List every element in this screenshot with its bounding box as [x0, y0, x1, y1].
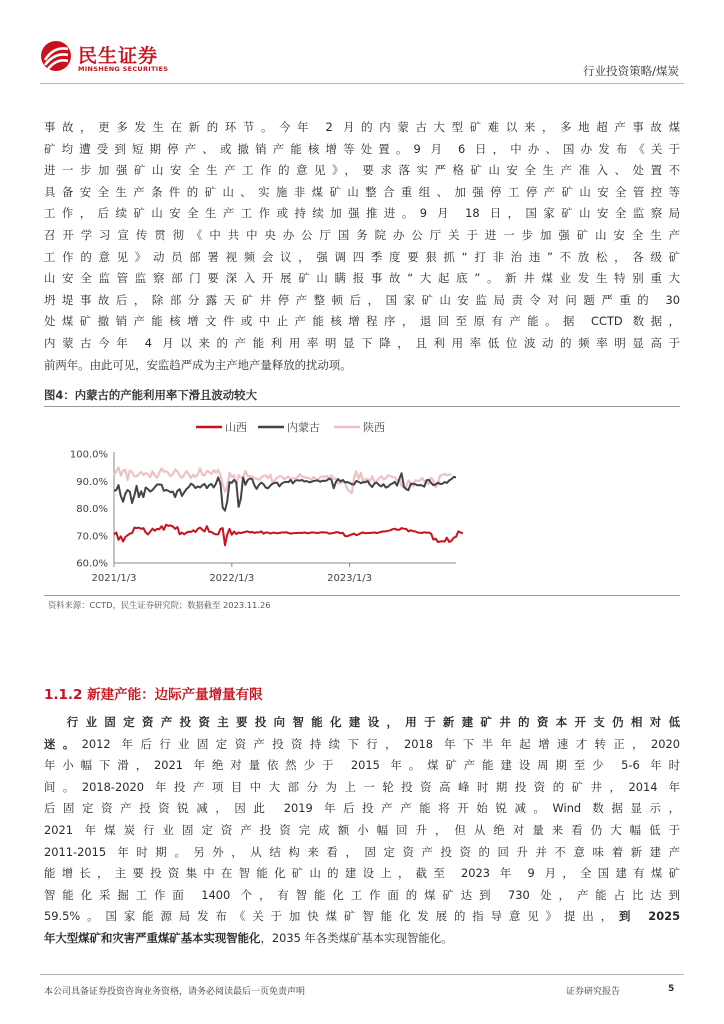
- y-tick-label: 100.0%: [69, 449, 108, 461]
- y-tick-label: 70.0%: [76, 531, 108, 543]
- bold-text-run: 行业固定资产投资主要投向智能化建设，用于新建矿井的资本开支仍相对低: [66, 715, 680, 729]
- text-run: 2011-2015 年时期。另外，从结构来看，固定资产投资的回升并不意味着新建产: [44, 844, 680, 859]
- footer-report-type: 证券研究报告: [566, 987, 621, 997]
- text-run: 59.5%。国家能源局发布《关于加快煤矿智能化发展的指导意见》提出，: [44, 909, 620, 924]
- paragraph-line: [44, 820, 680, 842]
- y-tick-label: 80.0%: [76, 504, 108, 515]
- paragraph-line: [44, 906, 680, 928]
- text-run: 能增长，主要投资集中在智能化矿山的建设上，截至 2023 年 9 月，全国建有煤矿: [44, 866, 680, 881]
- figure-bottom-divider: [44, 595, 680, 596]
- paragraph-line: [44, 734, 680, 756]
- paragraph-line: 山安全监管监察部门要深入开展矿山瞒报事故“大起底”。新井煤业发生特别重大: [44, 271, 680, 286]
- text-run: 智能化采掘工作面 1400 个，有智能化工作面的煤矿达到 730 处，产能占比达到: [44, 887, 680, 902]
- paragraph-line: [44, 842, 680, 864]
- paragraph-line: 坍堤事故后，除部分露天矿井停产整顿后，国家矿山安监局责令对问题严重的 30: [44, 292, 680, 307]
- legend-label: 陕西: [363, 421, 385, 434]
- bold-text-run: 到 2025: [619, 909, 681, 924]
- logo-text-cn: 民生证券: [78, 45, 159, 67]
- figure-title: 图4：内蒙古的产能利用率下滑且波动较大: [44, 388, 257, 402]
- figure-source: 资料来源：CCTD，民生证券研究院；数据截至 2023.11.26: [48, 600, 271, 610]
- paragraph-line: [44, 712, 680, 734]
- legend-label: 内蒙古: [287, 421, 320, 434]
- minsheng-logo-icon: [40, 40, 72, 72]
- series-line-shanxi: [114, 525, 463, 546]
- section-heading: 1.1.2 新建产能：边际产量增量有限: [44, 687, 263, 703]
- paragraph-line: 工作的意见》动员部署视频会议，强调四季度要狠抓“打非治违”不放松，各级矿: [44, 249, 680, 264]
- paragraph-line: [44, 863, 680, 885]
- header-divider: [40, 83, 684, 84]
- text-run: ，2035 年各类煤矿基本实现智能化。: [260, 930, 453, 945]
- figure-title-divider: [44, 406, 680, 407]
- text-run: 2021 年煤炭行业固定资产投资完成额小幅回升，但从绝对量来看仍大幅低于: [44, 822, 680, 837]
- y-tick-label: 60.0%: [76, 558, 108, 570]
- footer-divider: [40, 974, 684, 975]
- report-category: 行业投资策略/煤炭: [583, 64, 679, 78]
- footer-disclaimer: 本公司具备证券投资咨询业务资格，请务必阅读最后一页免责声明: [44, 987, 306, 997]
- paragraph-line: 具备安全生产条件的矿山、实施非煤矿山整合重组、加强停工停产矿山安全管控等: [44, 184, 680, 199]
- body-paragraph-1: [44, 117, 680, 376]
- page-number: 5: [668, 984, 675, 994]
- x-tick-label: 2023/1/3: [327, 573, 373, 584]
- paragraph-line: [44, 928, 680, 950]
- body-paragraph-2: [44, 712, 680, 950]
- paragraph-line: [44, 885, 680, 907]
- paragraph-line: 前两年。由此可见，安监趋严成为主产地产量释放的扰动项。: [44, 357, 352, 372]
- text-run: 间。2018-2020 年投产项目中大部分为上一轮投资高峰时期投资的矿井，2014 年: [44, 779, 680, 794]
- text-run: 年小幅下滑，2021 年绝对量依然少于 2015 年。煤矿产能建设周期至少 5-6 年时: [44, 758, 680, 773]
- x-tick-label: 2021/1/3: [91, 573, 137, 584]
- bold-text-run: 迷。: [44, 736, 82, 751]
- paragraph-line: 内蒙古今年 4 月以来的产能利用率明显下降，且利用率低位波动的频率明显高于: [44, 335, 680, 350]
- paragraph-line: 矿均遭受到短期停产、或撤销产能核增等处置。9 月 6 日，中办、国办发布《关于: [44, 141, 680, 156]
- y-tick-label: 90.0%: [76, 476, 108, 488]
- paragraph-line: 召开学习宣传贯彻《中共中央办公厅国务院办公厅关于进一步加强矿山安全生产: [44, 227, 680, 242]
- logo-text-en: MINSHENG SECURITIES: [78, 65, 169, 73]
- capacity-utilization-chart: [44, 408, 680, 593]
- text-run: 后固定资产投资锐减，因此 2019 年后投产产能将开始锐减。Wind 数据显示，: [44, 801, 680, 816]
- text-run: 2012 年后行业固定资产投资持续下行，2018 年下半年起增速才转正，2020: [81, 736, 680, 751]
- paragraph-line: [44, 777, 680, 799]
- paragraph-line: 处煤矿撤销产能核增文件或中止产能核增程序，退回至原有产能。据 CCTD 数据，: [44, 314, 680, 329]
- bold-text-run: 年大型煤矿和灾害严重煤矿基本实现智能化: [44, 930, 261, 945]
- paragraph-line: [44, 755, 680, 777]
- company-logo: [40, 40, 180, 76]
- x-tick-label: 2022/1/3: [209, 573, 255, 584]
- legend-label: 山西: [225, 421, 247, 434]
- paragraph-line: 事故，更多发生在新的环节。今年 2 月的内蒙古大型矿难以来，多地超产事故煤: [44, 120, 680, 134]
- paragraph-line: 进一步加强矿山安全生产工作的意见》，要求落实严格矿山安全生产准入、处置不: [44, 163, 680, 178]
- series-line-shaanxi: [114, 467, 452, 493]
- paragraph-line: [44, 798, 680, 820]
- paragraph-line: 工作，后续矿山安全生产工作或持续加强推进。9 月 18 日，国家矿山安全监察局: [44, 206, 680, 221]
